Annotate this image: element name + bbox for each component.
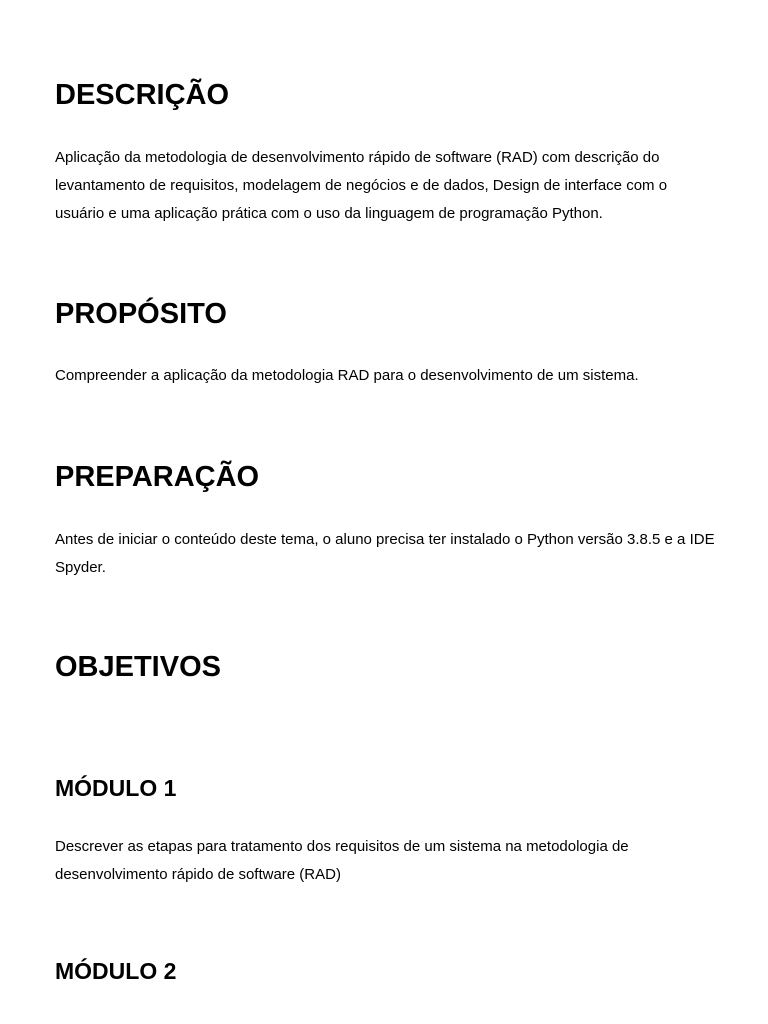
heading-preparacao: PREPARAÇÃO bbox=[55, 461, 260, 493]
paragraph-modulo-1: Descrever as etapas para tratamento dos requisitos de um sistema na metodologia de desenvolvimento rápido de software (RAD) bbox=[55, 838, 629, 883]
heading-modulo-1: MÓDULO 1 bbox=[55, 775, 177, 801]
heading-objetivos: OBJETIVOS bbox=[55, 651, 221, 683]
heading-descricao: DESCRIÇÃO bbox=[55, 79, 230, 111]
paragraph-preparacao: Antes de iniciar o conteúdo deste tema, o aluno precisa ter instalado o Python versão 3.8.5 e a IDE Spyder. bbox=[55, 531, 715, 576]
paragraph-proposito: Compreender a aplicação da metodologia RAD para o desenvolvimento de um sistema. bbox=[55, 367, 639, 384]
heading-modulo-2: MÓDULO 2 bbox=[55, 958, 177, 984]
heading-proposito: PROPÓSITO bbox=[55, 298, 227, 330]
paragraph-descricao: Aplicação da metodologia de desenvolvimento rápido de software (RAD) com descrição do levantamento de requisitos, modelagem de negócios e de dados, Design de interface com o usuário e uma aplicação prática com o uso da linguagem de programação Python. bbox=[55, 149, 668, 222]
